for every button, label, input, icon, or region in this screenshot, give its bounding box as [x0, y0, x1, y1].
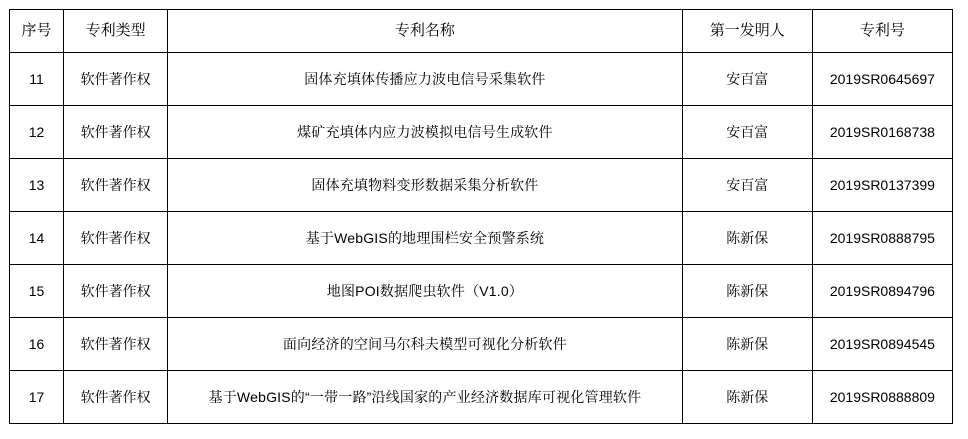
- cell-type: 软件著作权: [64, 212, 168, 265]
- cell-inventor: 安百富: [682, 159, 812, 212]
- cell-name: 地图POI数据爬虫软件（V1.0）: [168, 265, 683, 318]
- cell-type: 软件著作权: [64, 371, 168, 424]
- cell-inventor: 安百富: [682, 106, 812, 159]
- header-cell-number: 专利号: [812, 10, 952, 53]
- header-cell-name: 专利名称: [168, 10, 683, 53]
- cell-seq: 12: [10, 106, 64, 159]
- cell-number: 2019SR0137399: [812, 159, 952, 212]
- cell-number: 2019SR0894545: [812, 318, 952, 371]
- cell-number: 2019SR0645697: [812, 53, 952, 106]
- table-row: [10, 106, 953, 159]
- cell-seq: 16: [10, 318, 64, 371]
- cell-name: 固体充填物料变形数据采集分析软件: [168, 159, 683, 212]
- table-header-row: [10, 10, 953, 53]
- cell-inventor: 陈新保: [682, 371, 812, 424]
- table-row: [10, 159, 953, 212]
- cell-inventor: 陈新保: [682, 212, 812, 265]
- cell-inventor: 陈新保: [682, 265, 812, 318]
- header-cell-inventor: 第一发明人: [682, 10, 812, 53]
- cell-seq: 15: [10, 265, 64, 318]
- header-cell-seq: 序号: [10, 10, 64, 53]
- cell-type: 软件著作权: [64, 318, 168, 371]
- cell-seq: 14: [10, 212, 64, 265]
- cell-inventor: 安百富: [682, 53, 812, 106]
- cell-type: 软件著作权: [64, 265, 168, 318]
- cell-number: 2019SR0894796: [812, 265, 952, 318]
- table-row: [10, 318, 953, 371]
- table-row: [10, 212, 953, 265]
- table-header: [10, 10, 953, 53]
- cell-seq: 13: [10, 159, 64, 212]
- cell-name: 基于WebGIS的“一带一路”沿线国家的产业经济数据库可视化管理软件: [168, 371, 683, 424]
- document-page: [0, 9, 968, 439]
- cell-seq: 17: [10, 371, 64, 424]
- cell-name: 煤矿充填体内应力波模拟电信号生成软件: [168, 106, 683, 159]
- table-row: [10, 265, 953, 318]
- cell-type: 软件著作权: [64, 106, 168, 159]
- cell-name: 基于WebGIS的地理围栏安全预警系统: [168, 212, 683, 265]
- table-row: [10, 53, 953, 106]
- header-cell-type: 专利类型: [64, 10, 168, 53]
- cell-type: 软件著作权: [64, 53, 168, 106]
- cell-inventor: 陈新保: [682, 318, 812, 371]
- cell-name: 面向经济的空间马尔科夫模型可视化分析软件: [168, 318, 683, 371]
- cell-name: 固体充填体传播应力波电信号采集软件: [168, 53, 683, 106]
- cell-type: 软件著作权: [64, 159, 168, 212]
- table-row: [10, 371, 953, 424]
- cell-seq: 11: [10, 53, 64, 106]
- patent-table: [9, 9, 953, 424]
- cell-number: 2019SR0888809: [812, 371, 952, 424]
- cell-number: 2019SR0168738: [812, 106, 952, 159]
- table-body: [10, 53, 953, 424]
- cell-number: 2019SR0888795: [812, 212, 952, 265]
